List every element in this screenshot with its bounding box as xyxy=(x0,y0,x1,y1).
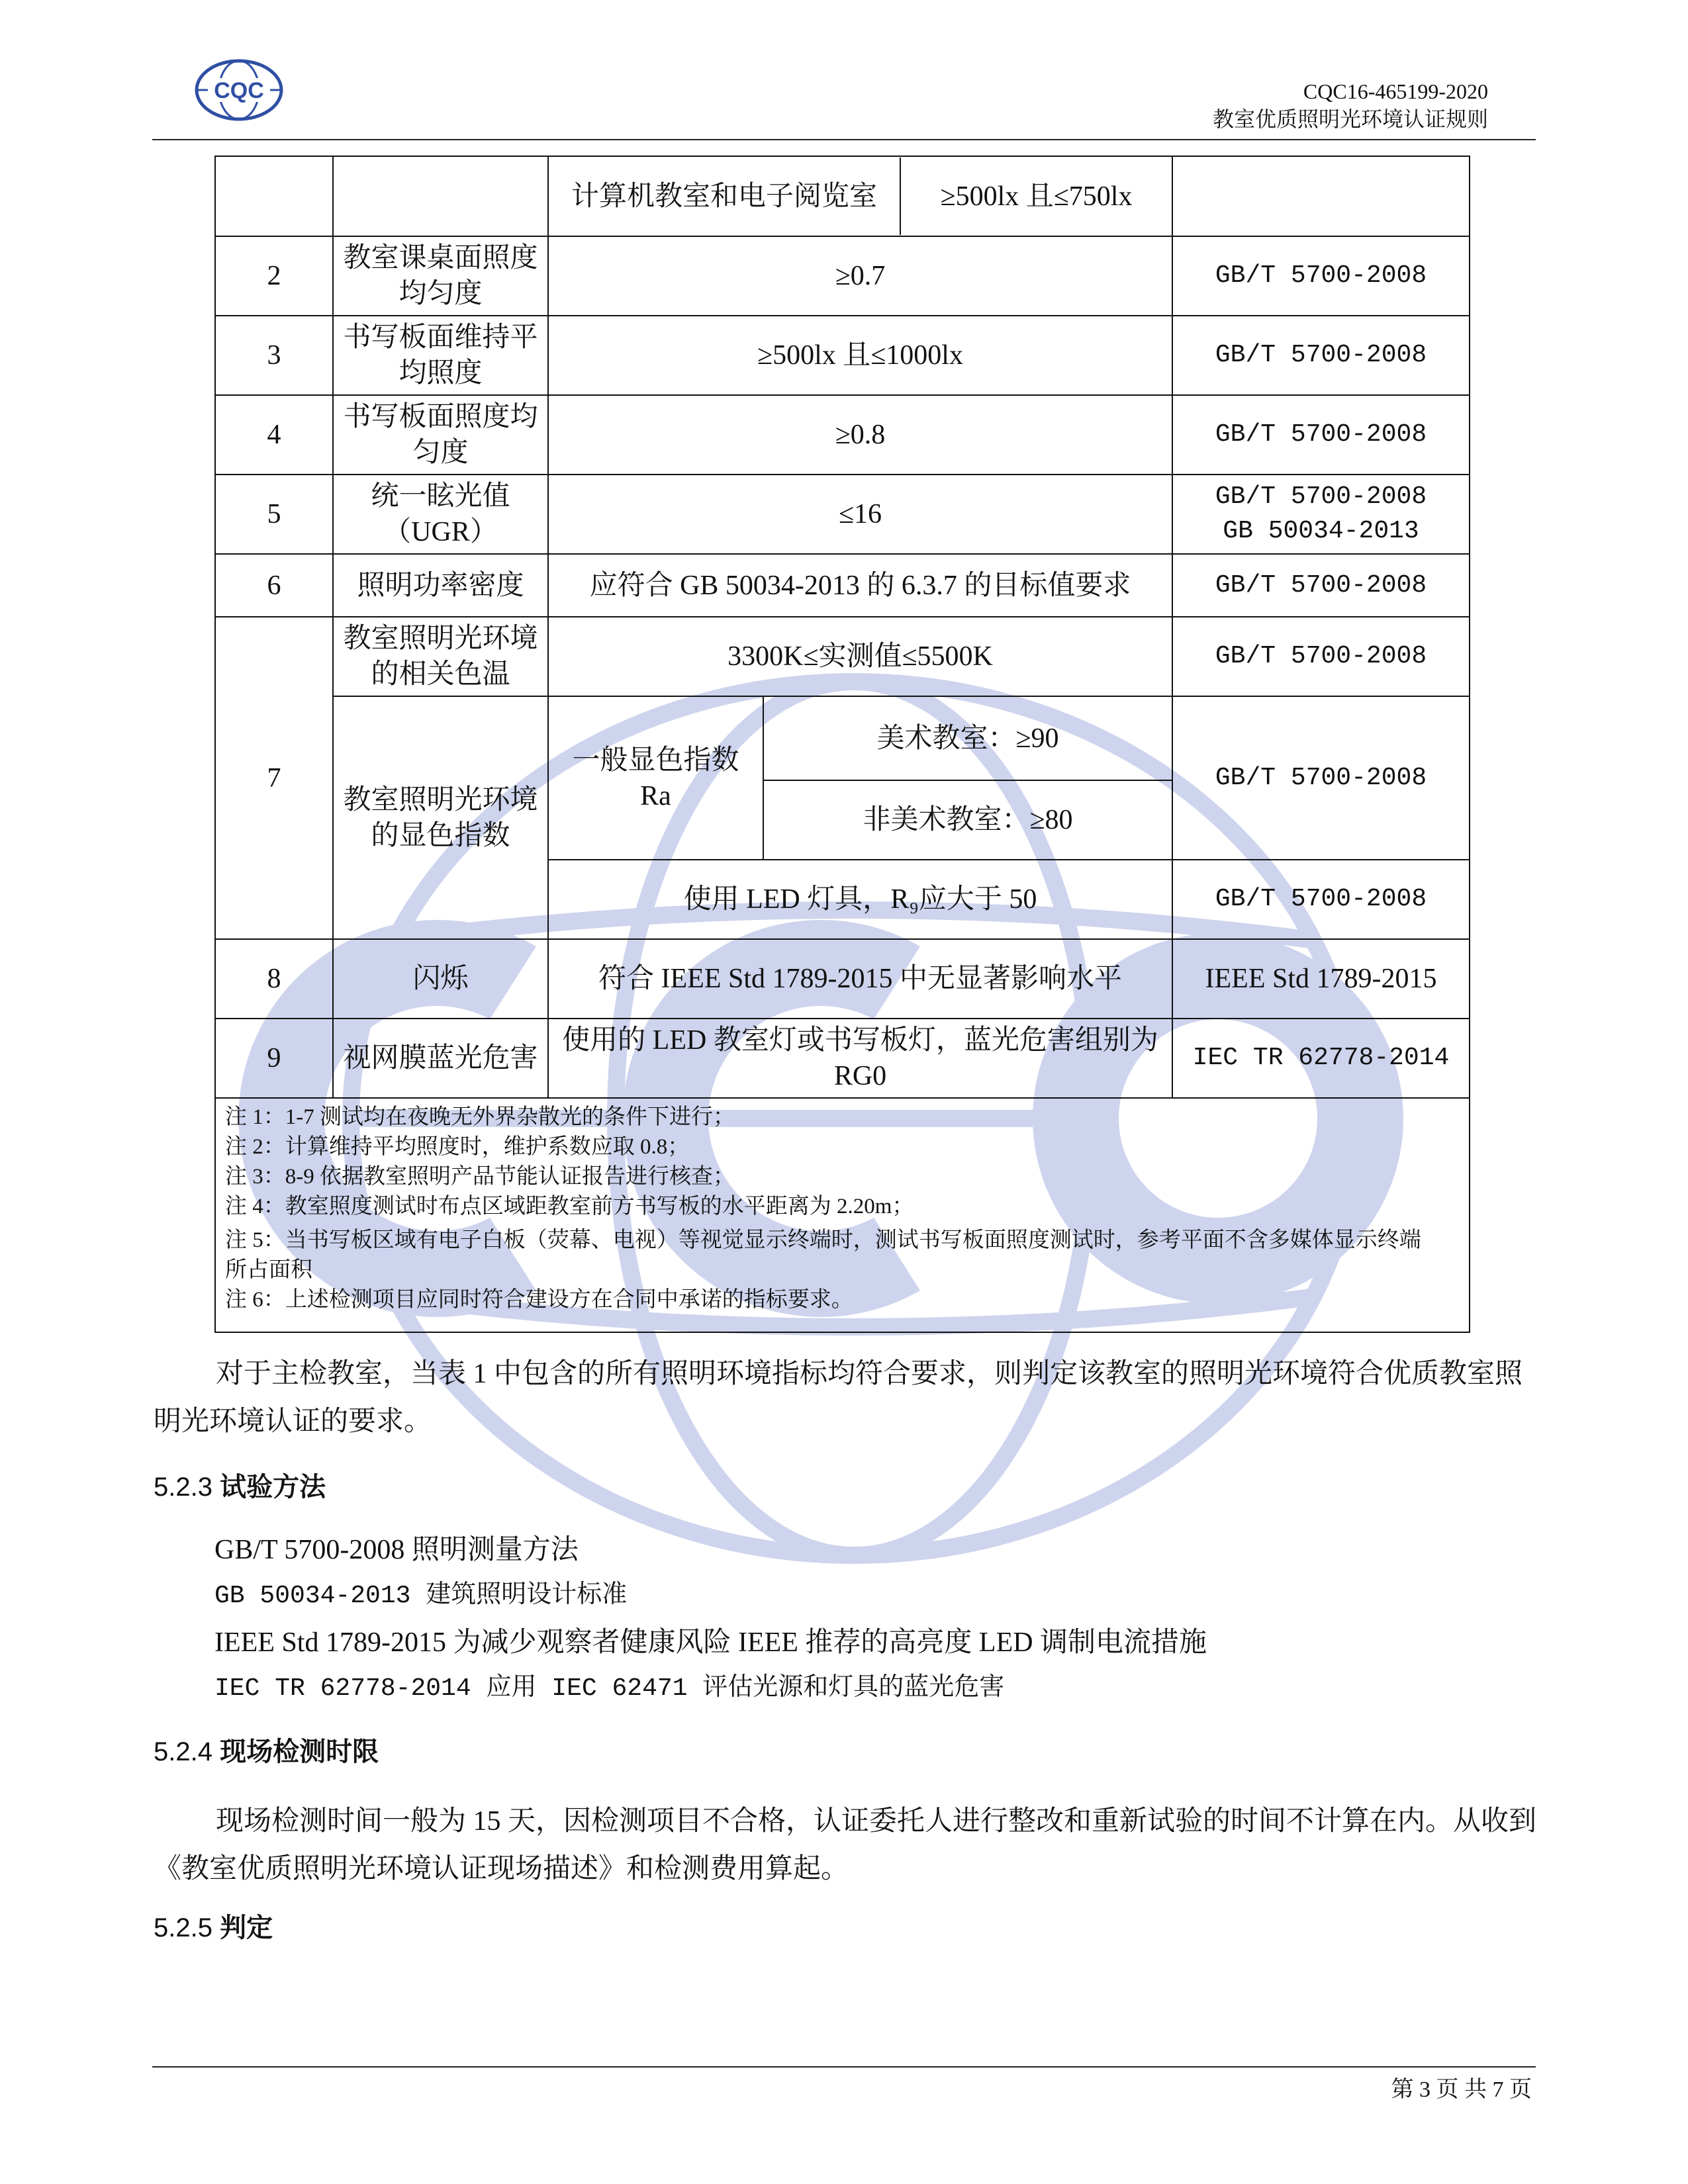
requirement: 使用 LED 灯具，R₉应大于 50 xyxy=(548,860,1172,939)
table-row xyxy=(215,236,1470,316)
requirement: 应符合 GB 50034-2013 的 6.3.7 的目标值要求 xyxy=(548,554,1172,617)
requirement: ≥0.7 xyxy=(548,236,1172,316)
standard: IEEE Std 1789-2015 xyxy=(1172,939,1470,1019)
requirement: 符合 IEEE Std 1789-2015 中无显著影响水平 xyxy=(548,939,1172,1019)
standard: GB/T 5700-2008 xyxy=(1172,860,1470,939)
reference-item: IEC TR 62778-2014 应用 IEC 62471 评估光源和灯具的蓝光危害 xyxy=(214,1674,1005,1703)
item-name: 书写板面照度均匀度 xyxy=(333,395,548,475)
item-number: 7 xyxy=(215,617,333,939)
standard: GB/T 5700-2008 xyxy=(1172,316,1470,395)
footer-divider xyxy=(152,2066,1536,2068)
section-number: 5.2.4 xyxy=(154,1737,212,1766)
document-title: 教室优质照明光环境认证规则 xyxy=(1212,107,1488,131)
note: 注 4：教室照度测试时布点区域距教室前方书写板的水平距离为 2.20m； xyxy=(225,1195,914,1218)
section-number: 5.2.5 xyxy=(154,1913,212,1942)
note: 注 1：1-7 测试均在夜晚无外界杂散光的条件下进行； xyxy=(225,1105,735,1129)
section-number: 5.2.3 xyxy=(154,1473,212,1502)
table-cell xyxy=(1172,156,1470,236)
item-number: 2 xyxy=(215,236,333,316)
standard xyxy=(1172,475,1470,554)
table-row xyxy=(215,939,1470,1019)
item-name: 书写板面维持平均照度 xyxy=(333,316,548,395)
section-title: 试验方法 xyxy=(220,1473,326,1502)
table-cell: ≥500lx 且≤750lx xyxy=(940,181,1133,212)
requirement: ≥500lx 且≤1000lx xyxy=(548,316,1172,395)
item-number: 6 xyxy=(215,554,333,617)
section-title: 现场检测时限 xyxy=(220,1737,379,1766)
table-row xyxy=(215,1019,1470,1098)
item-name: 教室照明光环境的相关色温 xyxy=(333,617,548,696)
item-name: 照明功率密度 xyxy=(333,554,548,617)
reference-item: GB 50034-2013 建筑照明设计标准 xyxy=(214,1582,628,1610)
table-row xyxy=(215,395,1470,475)
requirement: 3300K≤实测值≤5500K xyxy=(548,617,1172,696)
paragraph: 现场检测时间一般为 15 天，因检测项目不合格，认证委托人进行整改和重新试验的时间不计算在内。从收到《教室优质照明光环境认证现场描述》和检测费用算起。 xyxy=(154,1806,1537,1884)
standard: GB/T 5700-2008 xyxy=(1172,395,1470,475)
reference-item: GB/T 5700-2008 照明测量方法 xyxy=(214,1535,579,1565)
ra-label: 一般显色指数 Ra xyxy=(548,696,763,860)
section-title: 判定 xyxy=(220,1913,273,1942)
requirement: ≥0.8 xyxy=(548,395,1172,475)
requirement: ≤16 xyxy=(548,475,1172,554)
table-cell: 计算机教室和电子阅览室 xyxy=(549,158,901,235)
requirement: 使用的 LED 教室灯或书写板灯，蓝光危害组别为 RG0 xyxy=(548,1019,1172,1098)
reference-item: IEEE Std 1789-2015 为减少观察者健康风险 IEEE 推荐的高亮度 LED 调制电流措施 xyxy=(214,1627,1207,1658)
note: 注 5：当书写板区域有电子白板（荧幕、电视）等视觉显示终端时，测试书写板面照度测试时，参考平面不含多媒体显示终端所占面积 xyxy=(225,1228,1421,1282)
ra-nonart-requirement: 非美术教室：≥80 xyxy=(763,780,1172,860)
section-heading-5-2-5 xyxy=(154,1911,273,1944)
section-heading-5-2-4 xyxy=(154,1735,379,1768)
standard-line: GB 50034-2013 xyxy=(1223,517,1419,545)
standard: GB/T 5700-2008 xyxy=(1172,554,1470,617)
item-name: 统一眩光值（UGR） xyxy=(333,475,548,554)
paragraph: 对于主检教室，当表 1 中包含的所有照明环境指标均符合要求，则判定该教室的照明光环境符合优质教室照明光环境认证的要求。 xyxy=(154,1359,1523,1437)
table-cell xyxy=(215,156,333,236)
criteria-table xyxy=(214,156,1469,1333)
table-row xyxy=(215,696,1470,780)
table-row xyxy=(215,316,1470,395)
standard: GB/T 5700-2008 xyxy=(1172,696,1470,860)
item-number: 3 xyxy=(215,316,333,395)
standard: GB/T 5700-2008 xyxy=(1172,236,1470,316)
item-number: 4 xyxy=(215,395,333,475)
header-divider xyxy=(152,139,1536,140)
item-name: 教室课桌面照度均匀度 xyxy=(333,236,548,316)
item-number: 5 xyxy=(215,475,333,554)
table-row xyxy=(215,617,1470,696)
standard: GB/T 5700-2008 xyxy=(1172,617,1470,696)
section-heading-5-2-3 xyxy=(154,1471,326,1504)
standard-line: GB/T 5700-2008 xyxy=(1215,482,1427,511)
standard: IEC TR 62778-2014 xyxy=(1172,1019,1470,1098)
item-number: 8 xyxy=(215,939,333,1019)
note: 注 3：8-9 依据教室照明产品节能认证报告进行核查； xyxy=(225,1165,735,1189)
table-notes-row xyxy=(215,1098,1470,1332)
table-notes xyxy=(215,1098,1470,1332)
item-name: 视网膜蓝光危害 xyxy=(333,1019,548,1098)
ra-art-requirement: 美术教室：≥90 xyxy=(763,696,1172,780)
item-name: 闪烁 xyxy=(333,939,548,1019)
svg-text:CQC: CQC xyxy=(214,78,264,103)
table-row xyxy=(215,156,1470,236)
table-cell xyxy=(333,156,548,236)
table-row xyxy=(215,475,1470,554)
page-number: 第 3 页 共 7 页 xyxy=(1391,2077,1532,2102)
cqc-logo xyxy=(193,58,285,122)
note: 注 6：上述检测项目应同时符合建设方在合同中承诺的指标要求。 xyxy=(225,1288,853,1312)
note: 注 2：计算维持平均照度时，维护系数应取 0.8； xyxy=(225,1135,690,1159)
item-number: 9 xyxy=(215,1019,333,1098)
document-code: CQC16-465199-2020 xyxy=(1303,79,1488,103)
item-name: 教室照明光环境的显色指数 xyxy=(333,696,548,939)
table-row xyxy=(215,554,1470,617)
